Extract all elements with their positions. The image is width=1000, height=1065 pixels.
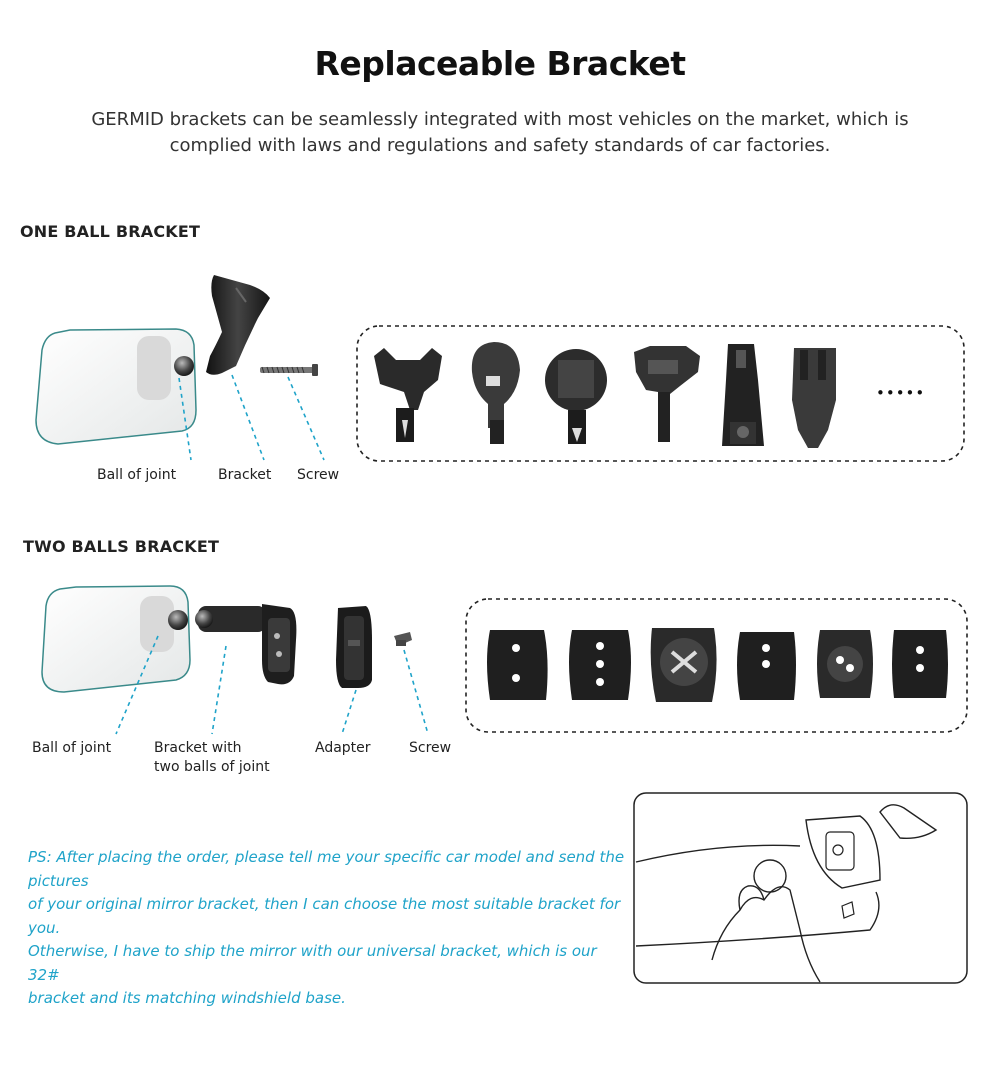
label-bracket-two-balls-line1: Bracket with bbox=[154, 740, 242, 756]
label-ball-of-joint-two: Ball of joint bbox=[32, 740, 112, 756]
base-variant-1 bbox=[487, 630, 548, 700]
label-bracket-two-balls bbox=[154, 739, 270, 777]
base-variant-5 bbox=[817, 630, 873, 698]
screw-two-balls bbox=[394, 632, 412, 646]
label-screw-one: Screw bbox=[297, 467, 340, 483]
ps-note bbox=[28, 846, 628, 1011]
installation-illustration bbox=[634, 793, 967, 983]
page-title: Replaceable Bracket bbox=[314, 44, 686, 83]
label-bracket-one: Bracket bbox=[218, 467, 272, 483]
ps-note-line2: of your original mirror bracket, then I can choose the most suitable bracket for you. bbox=[28, 895, 621, 937]
bracket-two-balls bbox=[195, 604, 296, 684]
base-variant-4 bbox=[737, 632, 796, 700]
two-balls-section-title: TWO BALLS BRACKET bbox=[23, 537, 220, 556]
base-variant-3 bbox=[651, 628, 717, 702]
base-variant-2 bbox=[569, 630, 631, 700]
adapter bbox=[336, 606, 372, 688]
label-ball-of-joint-one: Ball of joint bbox=[97, 467, 177, 483]
ps-note-line3: Otherwise, I have to ship the mirror with our universal bracket, which is our 32# bbox=[28, 942, 597, 984]
ps-note-line1: PS: After placing the order, please tell me your specific car model and send the pictures bbox=[28, 848, 625, 890]
subtitle-line-1: GERMID brackets can be seamlessly integrated with most vehicles on the market, which is bbox=[91, 109, 909, 130]
label-bracket-two-balls-line2: two balls of joint bbox=[154, 759, 270, 775]
label-adapter: Adapter bbox=[315, 740, 371, 756]
one-ball-section-title: ONE BALL BRACKET bbox=[20, 222, 201, 241]
label-screw-two: Screw bbox=[409, 740, 452, 756]
mirror-two-balls bbox=[42, 586, 190, 692]
base-variant-6 bbox=[892, 630, 948, 698]
ball-joint-icon-two bbox=[168, 610, 188, 630]
subtitle-line-2: complied with laws and regulations and safety standards of car factories. bbox=[169, 135, 831, 156]
more-indicator: ••••• bbox=[876, 384, 926, 402]
ps-note-line4: bracket and its matching windshield base. bbox=[28, 989, 346, 1007]
